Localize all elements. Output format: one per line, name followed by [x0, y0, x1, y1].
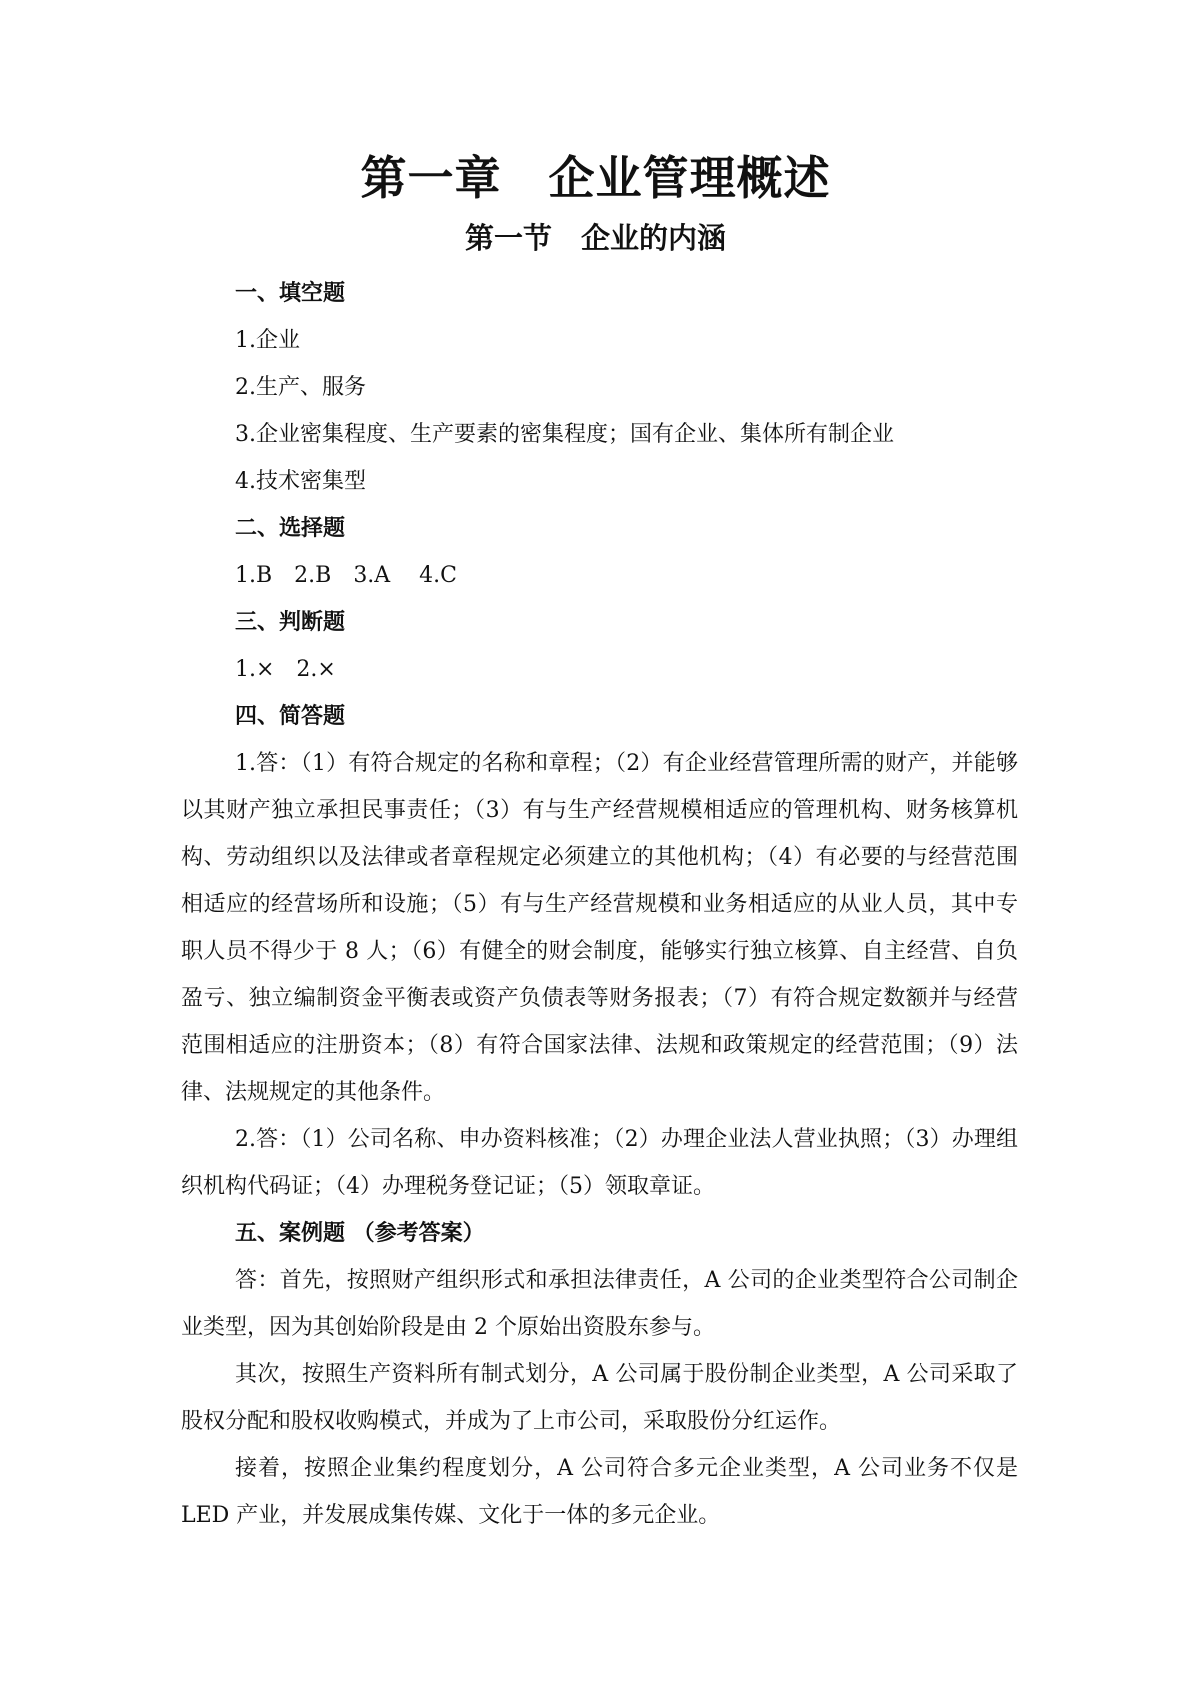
short-answer-heading: 四、简答题 [235, 703, 346, 729]
multiple-choice-heading: 二、选择题 [235, 515, 346, 541]
multiple-choice-answers: 1.B 2.B 3.A 4.C [235, 563, 458, 588]
short-answer-paragraph: 2.答：（1）公司名称、申办资料核准；（2）办理企业法人营业执照；（3）办理组织机构代码证；（4）办理税务登记证；（5）领取章证。 [181, 1127, 1018, 1199]
chapter-title: 第一章 企业管理概述 [360, 151, 831, 205]
true-false-heading: 三、判断题 [235, 609, 346, 635]
case-study-paragraph: 其次，按照生产资料所有制式划分，A 公司属于股份制企业类型，A 公司采取了股权分配和股权收购模式，并成为了上市公司，采取股份分红运作。 [181, 1362, 1018, 1434]
fill-in-answer: 1.企业 [235, 328, 300, 353]
section-title: 第一节 企业的内涵 [464, 221, 726, 255]
short-answer-paragraph: 1.答：（1）有符合规定的名称和章程；（2）有企业经营管理所需的财产，并能够以其财产独立承担民事责任；（3）有与生产经营规模相适应的管理机构、财务核算机构、劳动组织以及法律或者章程规定必须建立的其他机构；（4）有必要的与经营范围相适应的经营场所和设施；（5）有与生产经营规模和业务相适应的从业人员，其中专职人员不得少于 8 人；（6）有健全的财会制度，能够实行独立核算、自主经营、自负盈亏、独立编制资金平衡表或资产负债表等财务报表；（7）有符合规定数额并与经营范围相适应的注册资本；（8）有符合国家法律、法规和政策规定的经营范围；（9）法律、法规规定的其他条件。 [181, 751, 1018, 1105]
fill-in-answer: 2.生产、服务 [235, 375, 366, 400]
fill-in-heading: 一、填空题 [235, 280, 346, 306]
answer-content [181, 270, 1018, 1539]
case-study-paragraph: 接着，按照企业集约程度划分，A 公司符合多元企业类型，A 公司业务不仅是 LED 产业，并发展成集传媒、文化于一体的多元企业。 [181, 1456, 1018, 1528]
true-false-answers: 1.× 2.× [235, 657, 336, 682]
fill-in-answer: 4.技术密集型 [235, 469, 366, 494]
case-study-paragraph: 答：首先，按照财产组织形式和承担法律责任，A 公司的企业类型符合公司制企业类型，因为其创始阶段是由 2 个原始出资股东参与。 [181, 1268, 1018, 1340]
case-study-heading: 五、案例题 （参考答案） [235, 1220, 485, 1246]
fill-in-answer: 3.企业密集程度、生产要素的密集程度；国有企业、集体所有制企业 [235, 422, 894, 447]
